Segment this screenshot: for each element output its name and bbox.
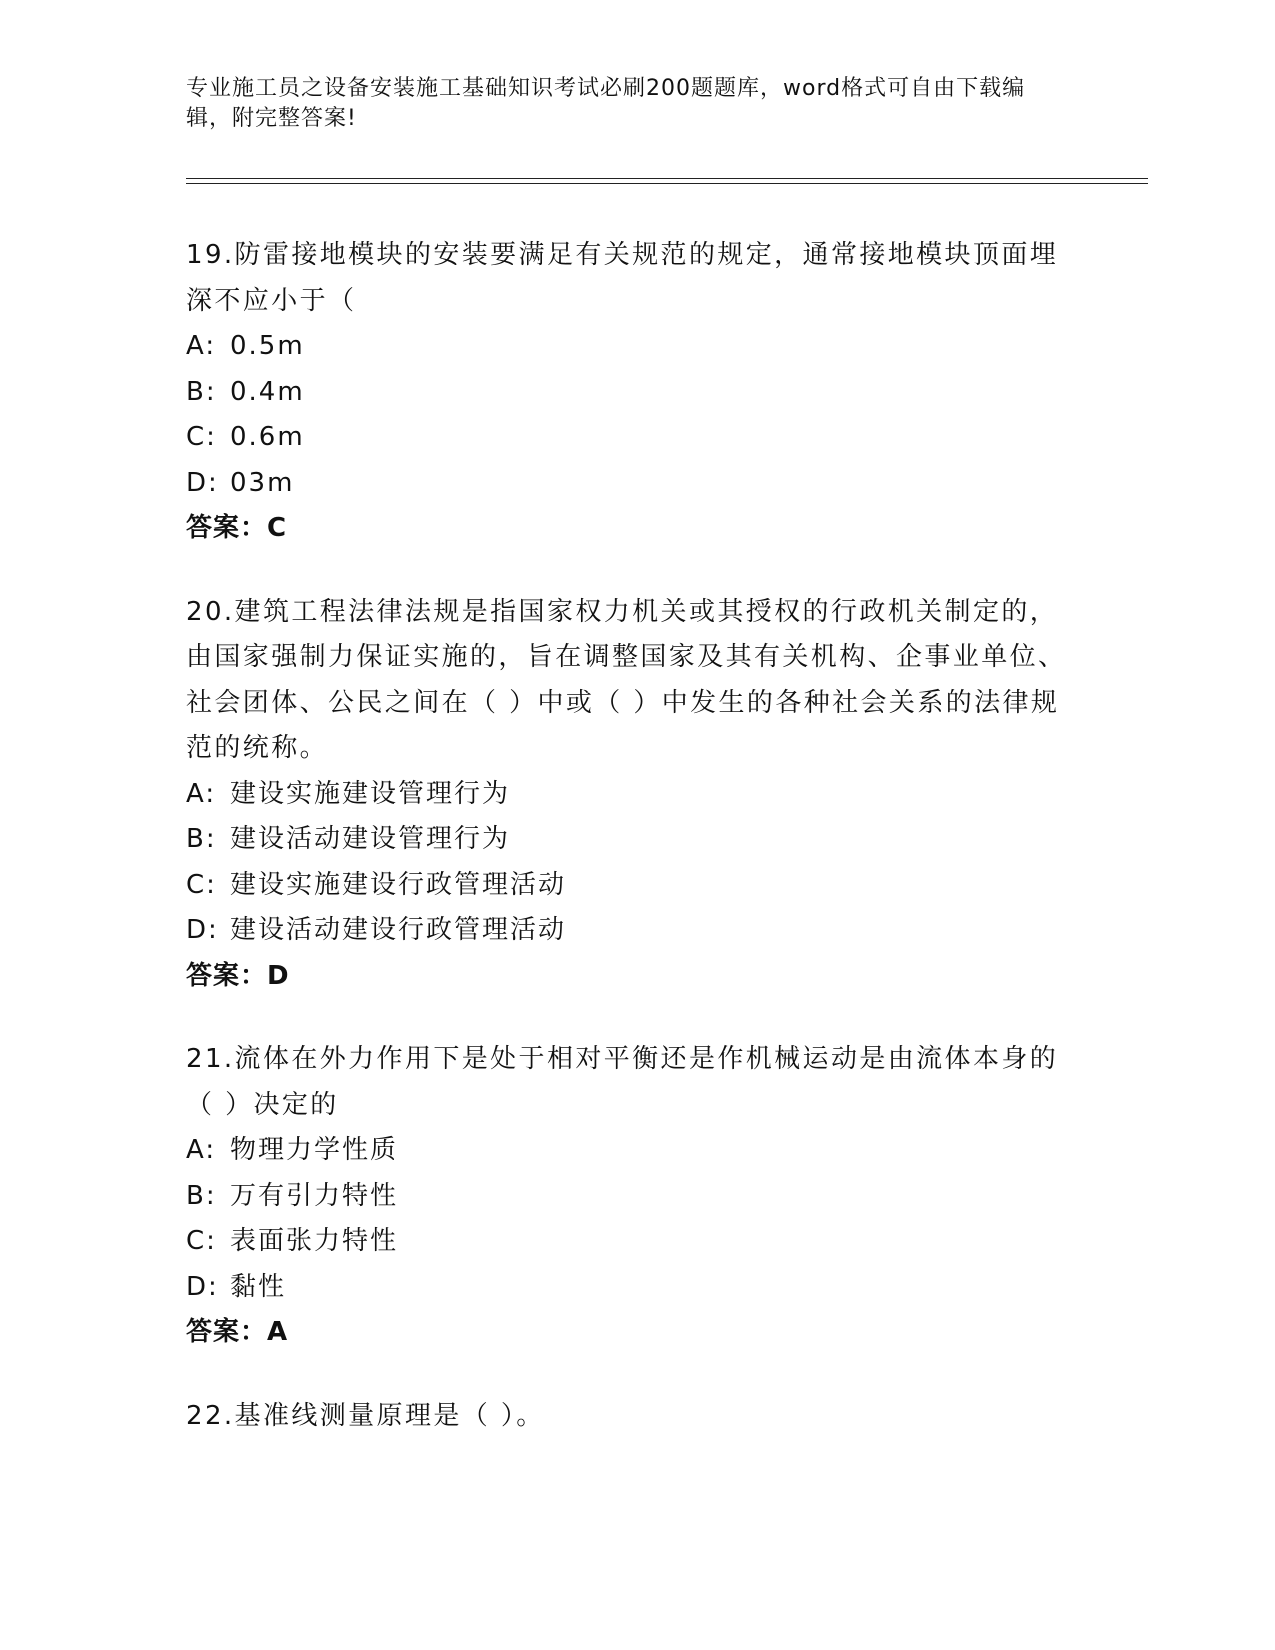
answer: 答案：A: [186, 1317, 289, 1347]
option-text: 03m: [230, 467, 295, 498]
option-c: [186, 1219, 1086, 1265]
option-d: [186, 1265, 1086, 1311]
header-divider-top: [186, 178, 1148, 179]
question-text: 19.防雷接地模块的安装要满足有关规范的规定，通常接地模块顶面埋深不应小于（: [186, 240, 1059, 316]
question-19: [186, 233, 1086, 552]
option-key: A:: [186, 331, 217, 361]
option-key: D:: [186, 467, 219, 498]
option-text: 表面张力特性: [230, 1226, 399, 1256]
option-key: C:: [186, 1226, 217, 1256]
document-header: [186, 74, 1066, 134]
option-c: [186, 863, 1086, 909]
option-text: 建设实施建设管理行为: [230, 778, 511, 809]
option-text: 建设活动建设管理行为: [230, 824, 511, 854]
answer: 答案：C: [186, 513, 288, 543]
option-text: 万有引力特性: [230, 1180, 399, 1211]
option-text: 建设活动建设行政管理活动: [230, 915, 567, 945]
question-list: [186, 233, 1086, 1477]
question-text: 22.基准线测量原理是（ ）。: [186, 1400, 545, 1431]
option-a: [186, 772, 1086, 818]
question-22: [186, 1394, 1086, 1440]
question-text: 20.建筑工程法律法规是指国家权力机关或其授权的行政机关制定的，由国家强制力保证实施的，旨在调整国家及其有关机构、企事业单位、社会团体、公民之间在（ ）中或（ ）中发生的各种社会关系的法律规范的统称。: [186, 596, 1067, 763]
option-a: [186, 1128, 1086, 1174]
option-text: 0.5m: [230, 331, 305, 361]
document-title: 专业施工员之设备安装施工基础知识考试必刷200题题库，word格式可自由下载编辑，附完整答案!: [186, 76, 1026, 131]
option-key: A:: [186, 778, 217, 809]
option-b: [186, 1174, 1086, 1220]
question-text: 21.流体在外力作用下是处于相对平衡还是作机械运动是由流体本身的（ ）决定的: [186, 1044, 1059, 1120]
option-b: [186, 370, 1086, 416]
option-text: 建设实施建设行政管理活动: [230, 869, 567, 900]
question-20: [186, 590, 1086, 1000]
option-c: [186, 415, 1086, 461]
answer: 答案：D: [186, 960, 290, 991]
option-key: A:: [186, 1135, 217, 1165]
option-key: C:: [186, 422, 217, 452]
option-key: B:: [186, 1180, 217, 1211]
option-key: D:: [186, 1271, 219, 1302]
option-text: 黏性: [230, 1271, 287, 1302]
header-divider-bottom: [186, 183, 1148, 184]
option-a: [186, 324, 1086, 370]
option-key: C:: [186, 869, 217, 900]
option-d: [186, 908, 1086, 954]
option-b: [186, 817, 1086, 863]
option-key: B:: [186, 824, 217, 854]
option-text: 物理力学性质: [230, 1135, 399, 1165]
option-key: D:: [186, 915, 219, 945]
option-key: B:: [186, 376, 217, 407]
option-text: 0.6m: [230, 422, 305, 452]
question-21: [186, 1037, 1086, 1356]
option-d: [186, 461, 1086, 507]
option-text: 0.4m: [230, 376, 305, 407]
